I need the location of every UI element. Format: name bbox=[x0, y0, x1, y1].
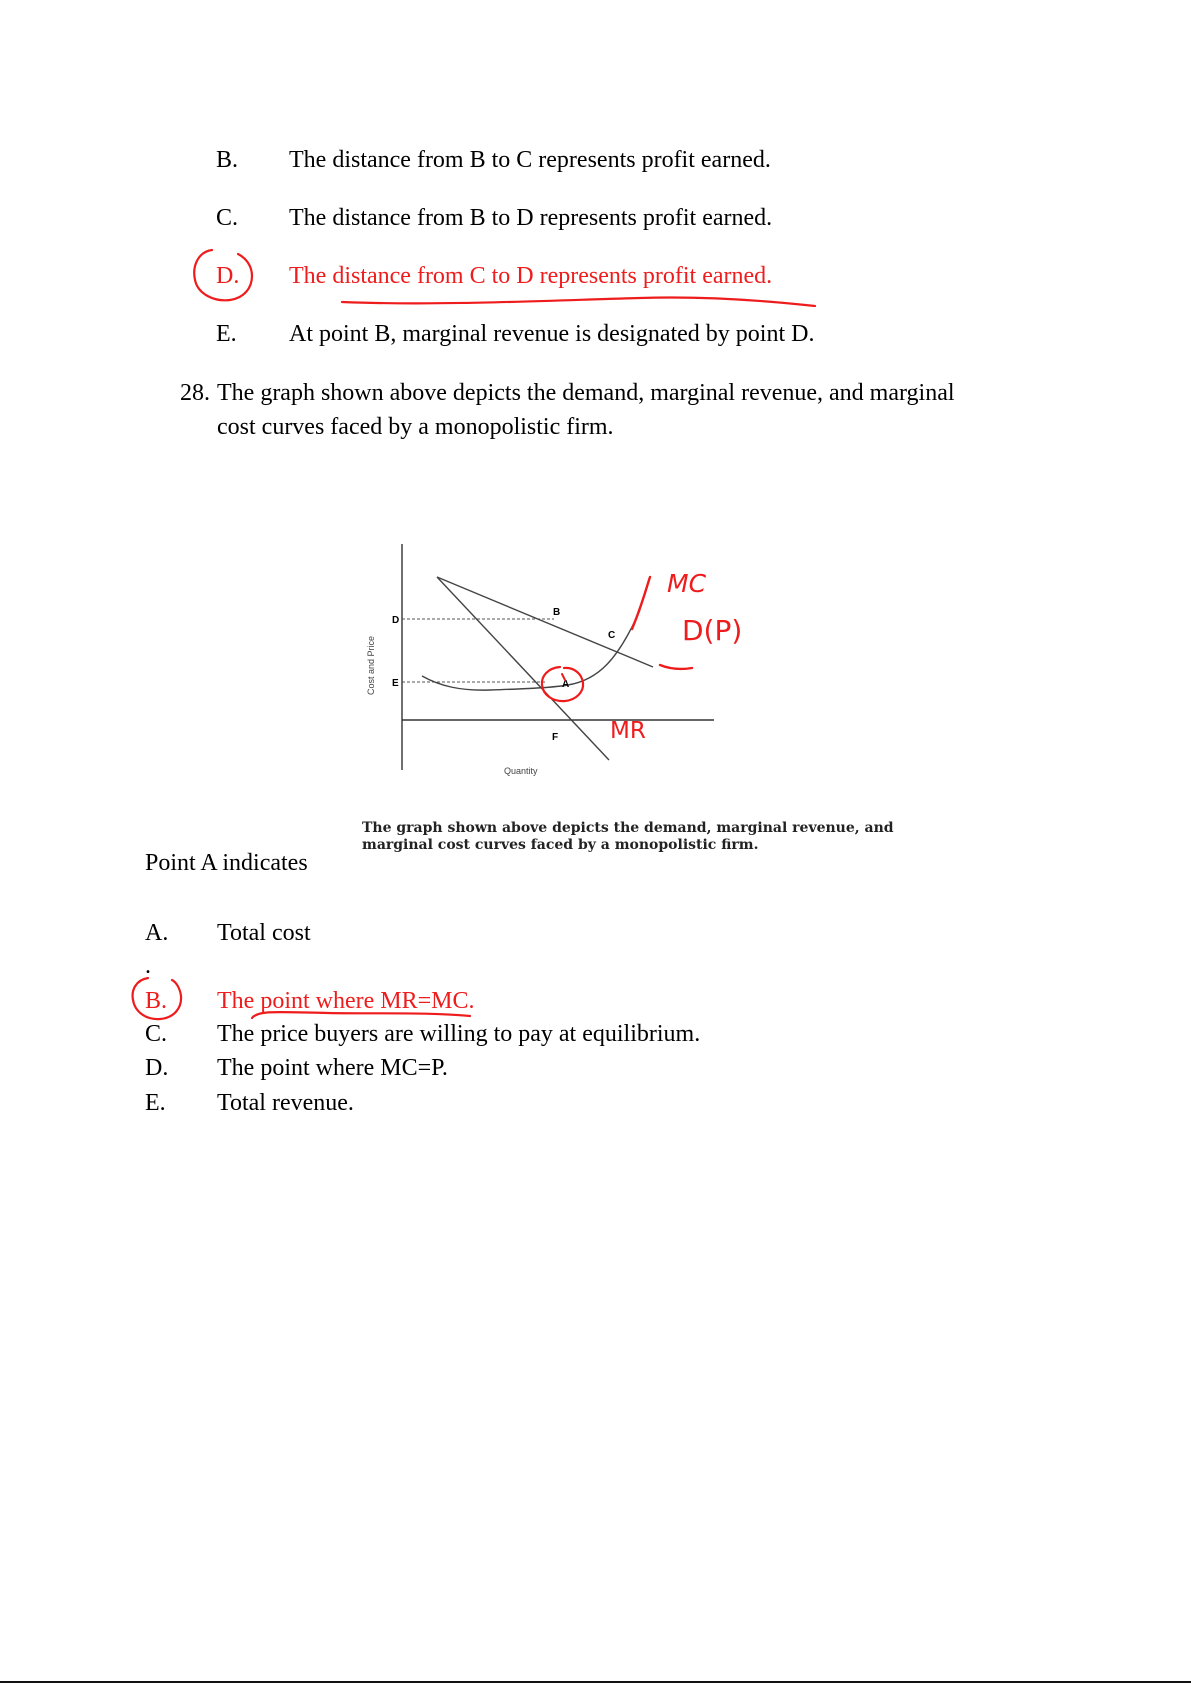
question-stem-line2: cost curves faced by a monopolistic firm. bbox=[217, 414, 614, 440]
y-axis-label: Cost and Price bbox=[366, 635, 376, 695]
handwritten-mr-label: MR bbox=[610, 718, 646, 744]
point-label-a: A bbox=[562, 679, 570, 690]
option-letter: C. bbox=[145, 1021, 168, 1047]
option-text: The point where MR=MC. bbox=[217, 988, 475, 1014]
option-letter: C. bbox=[216, 205, 239, 231]
option-text: The price buyers are willing to pay at equilibrium. bbox=[217, 1021, 701, 1047]
option-letter: D. bbox=[145, 1055, 169, 1081]
handwritten-demand-label: D(P) bbox=[682, 614, 743, 647]
point-label-b: B bbox=[553, 607, 561, 618]
option-letter: E. bbox=[145, 1090, 166, 1116]
handwritten-underline-d bbox=[340, 294, 820, 314]
option-text: Total cost bbox=[217, 920, 311, 946]
option-text: The distance from B to C represents profit earned. bbox=[289, 147, 771, 173]
option-letter: E. bbox=[216, 321, 237, 347]
question-number: 28. bbox=[180, 380, 210, 406]
point-label-e: E bbox=[392, 678, 399, 689]
point-label-f: F bbox=[552, 732, 559, 743]
marginal-cost-curve bbox=[422, 610, 640, 690]
demand-curve bbox=[437, 577, 653, 667]
option-text: The point where MC=P. bbox=[217, 1055, 448, 1081]
handwritten-circle-a bbox=[538, 664, 588, 706]
point-label-c: C bbox=[608, 630, 616, 641]
option-letter: D. bbox=[216, 263, 240, 289]
handwritten-demand-stroke bbox=[658, 656, 694, 676]
handwritten-mc-label: MC bbox=[667, 569, 707, 598]
handwritten-circle-b bbox=[128, 972, 198, 1028]
option-text: The distance from C to D represents profit earned. bbox=[289, 263, 773, 289]
point-label-d: D bbox=[392, 615, 400, 626]
figure-caption: The graph shown above depicts the demand, marginal revenue, and marginal cost curves faced by a monopolistic firm. bbox=[362, 820, 894, 853]
handwritten-underline-b bbox=[248, 1004, 478, 1024]
option-letter: A. bbox=[145, 920, 169, 946]
stray-mark: . bbox=[145, 953, 151, 979]
question-prompt: Point A indicates bbox=[145, 850, 308, 876]
handwritten-mc-stroke bbox=[628, 575, 668, 635]
monopoly-graph bbox=[350, 540, 770, 780]
option-text: Total revenue. bbox=[217, 1090, 354, 1116]
page-bottom-rule bbox=[0, 1681, 1191, 1683]
handwritten-circle-d bbox=[190, 246, 270, 306]
option-letter: B. bbox=[145, 988, 168, 1014]
x-axis-label: Quantity bbox=[504, 766, 538, 776]
option-text: At point B, marginal revenue is designated by point D. bbox=[289, 321, 815, 347]
question-stem-line1: The graph shown above depicts the demand, marginal revenue, and marginal bbox=[217, 380, 955, 406]
option-letter: B. bbox=[216, 147, 239, 173]
option-text: The distance from B to D represents profit earned. bbox=[289, 205, 773, 231]
